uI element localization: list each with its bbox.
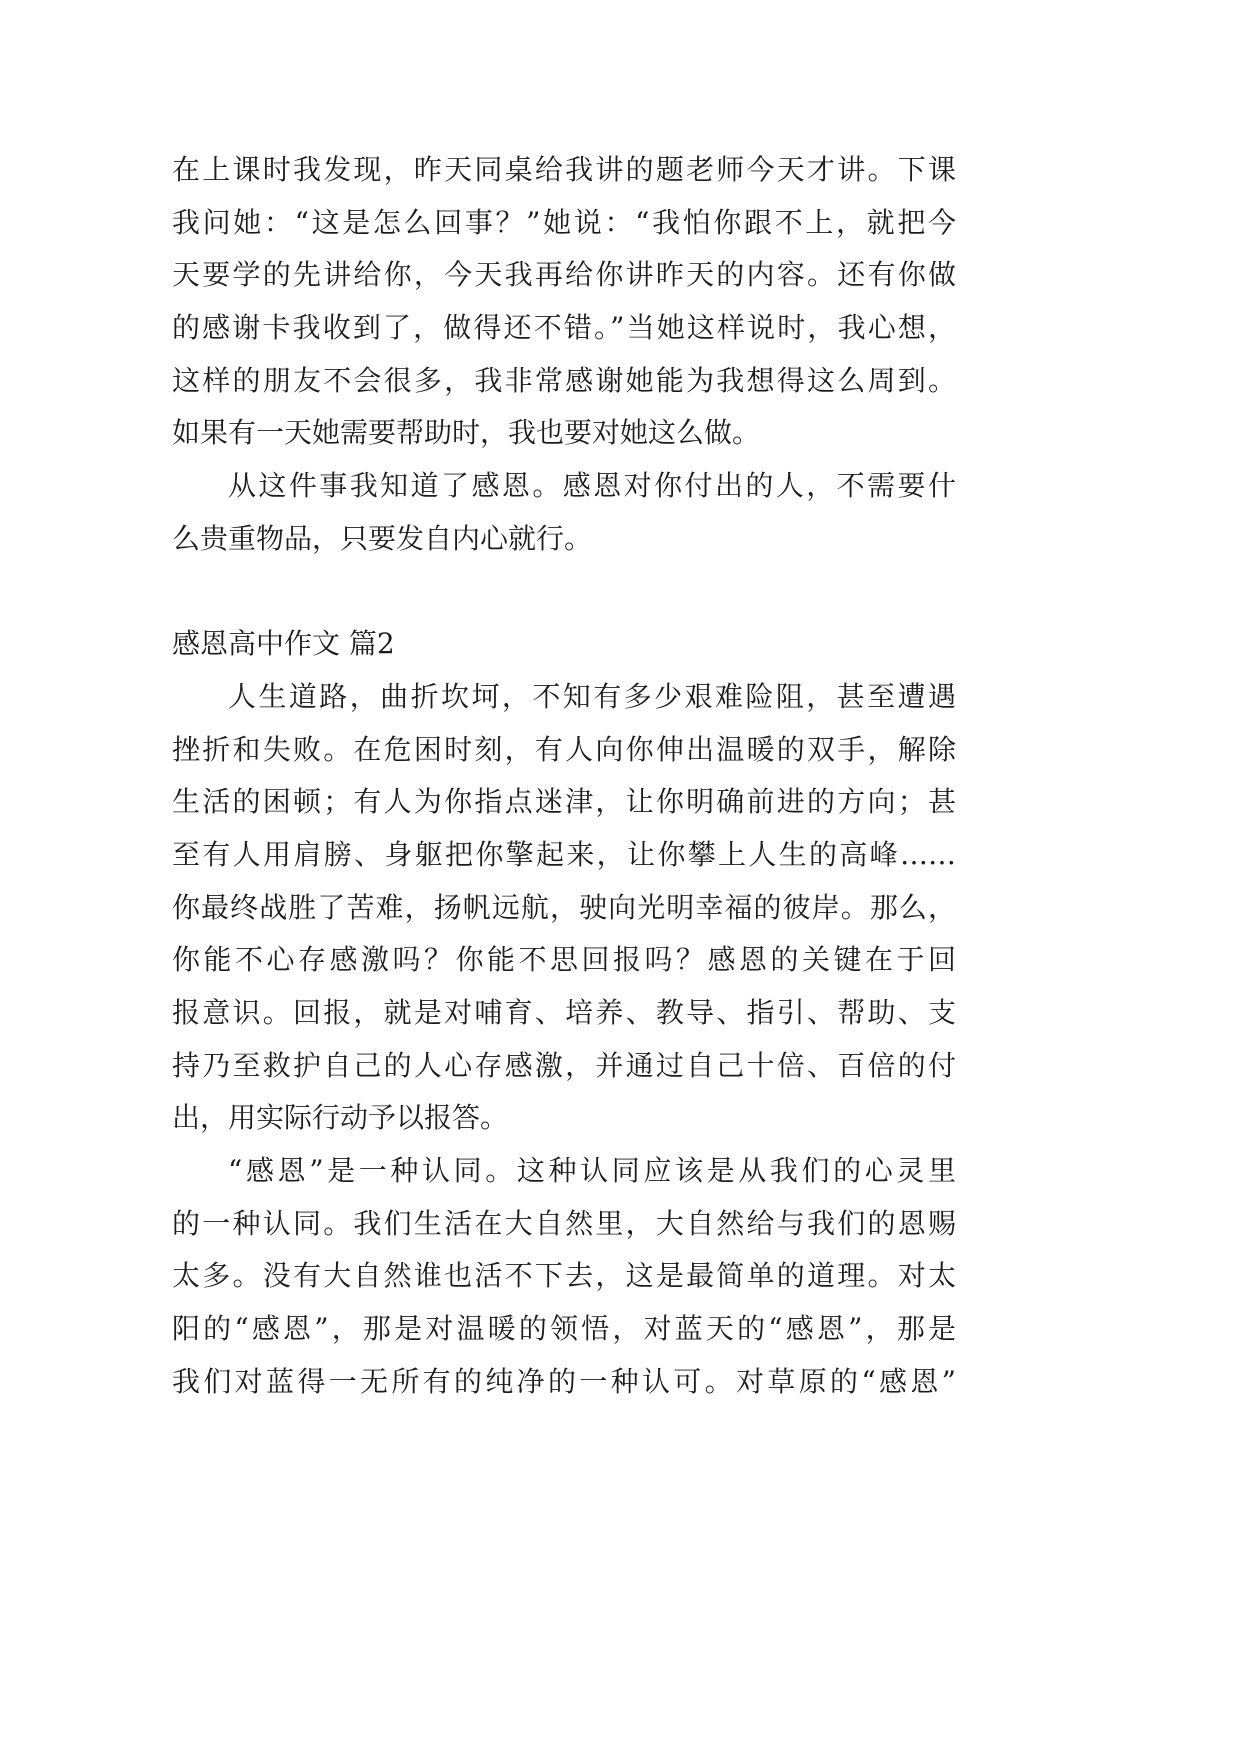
- text-line: 持乃至救护自己的人心存感激，并通过自己十倍、百倍的付: [172, 1048, 956, 1082]
- text-line: 这样的朋友不会很多，我非常感谢她能为我想得这么周到。: [172, 363, 956, 397]
- text-line: 人生道路，曲折坎坷，不知有多少艰难险阻，甚至遭遇: [228, 679, 956, 713]
- text-line: 的感谢卡我收到了，做得还不错。”当她这样说时，我心想，: [172, 311, 956, 345]
- text-line: 我问她：“这是怎么回事？”她说：“我怕你跟不上，就把今: [172, 205, 956, 239]
- text-line: 么贵重物品，只要发自内心就行。: [172, 521, 593, 555]
- text-line: 天要学的先讲给你，今天我再给你讲昨天的内容。还有你做: [172, 258, 956, 292]
- text-line: 我们对蓝得一无所有的纯净的一种认可。对草原的“感恩”: [172, 1364, 956, 1398]
- text-line: 的一种认同。我们生活在大自然里，大自然给与我们的恩赐: [172, 1206, 956, 1240]
- paragraph: [172, 460, 956, 565]
- paragraph: [172, 1145, 956, 1408]
- text-line: 阳的“感恩”，那是对温暖的领悟，对蓝天的“感恩”，那是: [172, 1312, 956, 1346]
- text-line: 你最终战胜了苦难，扬帆远航，驶向光明幸福的彼岸。那么，: [172, 890, 956, 924]
- paragraph: [172, 671, 956, 1145]
- text-line: 在上课时我发现，昨天同桌给我讲的题老师今天才讲。下课: [172, 153, 956, 186]
- text-line: 从这件事我知道了感恩。感恩对你付出的人，不需要什: [228, 469, 956, 503]
- text-line: 如果有一天她需要帮助时，我也要对她这么做。: [172, 416, 761, 450]
- text-line: 挫折和失败。在危困时刻，有人向你伸出温暖的双手，解除: [172, 732, 956, 766]
- section-heading: 感恩高中作文 篇2: [172, 627, 395, 661]
- text-line: 至有人用肩膀、身躯把你擎起来，让你攀上人生的高峰……: [172, 837, 956, 871]
- text-line: 你能不心存感激吗？你能不思回报吗？感恩的关键在于回: [172, 943, 956, 977]
- document-body: [172, 144, 956, 1409]
- text-line: 生活的困顿；有人为你指点迷津，让你明确前进的方向；甚: [172, 785, 956, 819]
- text-line: 出，用实际行动予以报答。: [172, 1101, 509, 1135]
- paragraph: [172, 144, 956, 460]
- text-line: 报意识。回报，就是对哺育、培养、教导、指引、帮助、支: [172, 996, 956, 1029]
- text-line: 太多。没有大自然谁也活不下去，这是最简单的道理。对太: [172, 1259, 956, 1293]
- text-line: “感恩”是一种认同。这种认同应该是从我们的心灵里: [228, 1154, 956, 1188]
